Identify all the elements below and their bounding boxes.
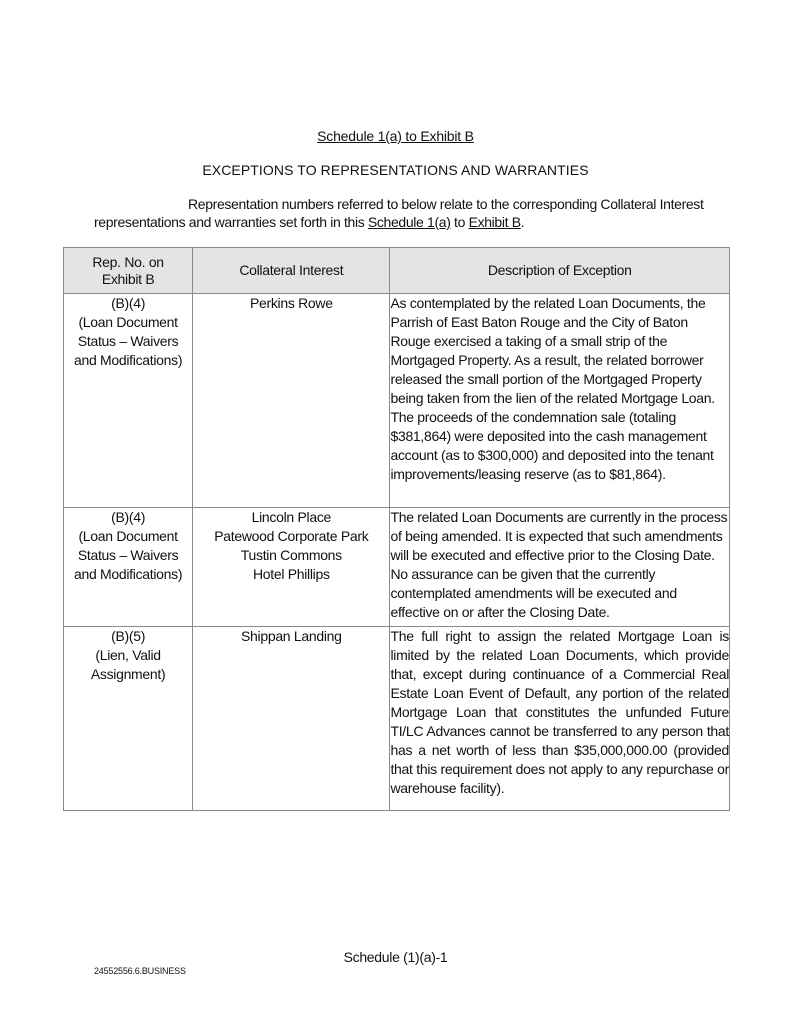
collateral-interest-name: Lincoln Place <box>251 509 332 525</box>
intro-text-part1: Representation numbers referred to below relate to the corresponding Collateral Interest representations and warranties set forth in this <box>94 196 704 230</box>
intro-paragraph <box>94 195 714 231</box>
rep-description: (Lien, Valid Assignment) <box>90 647 166 682</box>
header-rep-no <box>64 248 193 294</box>
collateral-interest-name: Patewood Corporate Park <box>214 528 369 544</box>
header-description: Description of Exception <box>390 248 730 294</box>
header-rep-no-label: Rep. No. on Exhibit B <box>92 253 164 287</box>
description-cell: The related Loan Documents are currently in the process of being amended. It is expected that such amendments will be executed and effective prior to the Closing Date. No assurance can be given that the currently contemplated amendments will be executed and effective on or after the Closing Date. <box>390 508 730 627</box>
rep-no-cell <box>64 627 193 811</box>
table-header-row <box>64 248 730 294</box>
description-cell: The full right to assign the related Mortgage Loan is limited by the related Loan Documents, which provide that, except during continuance of a Commercial Real Estate Loan Event of Default, any portion of the related Mortgage Loan that constitutes the unfunded Future TI/LC Advances cannot be transferred to any person that has a net worth of less than $35,000,000.00 (provided that this requirement does not apply to any repurchase or warehouse facility). <box>390 627 730 811</box>
intro-text-part3: . <box>520 214 525 230</box>
page-number: Schedule (1)(a)-1 <box>343 949 448 965</box>
header-collateral-interest: Collateral Interest <box>193 248 390 294</box>
intro-schedule-reference: Schedule 1(a) <box>367 214 451 230</box>
table-row <box>64 508 730 627</box>
table-row <box>64 294 730 508</box>
collateral-interest-name: Perkins Rowe <box>249 295 333 311</box>
rep-no: (B)(5) <box>111 628 146 644</box>
intro-exhibit-reference: Exhibit B <box>468 214 521 230</box>
document-id: 24552556.6.BUSINESS <box>94 966 186 976</box>
collateral-interest-name: Hotel Phillips <box>252 566 330 582</box>
description-cell: As contemplated by the related Loan Documents, the Parrish of East Baton Rouge and the City of Baton Rouge exercised a taking of a small strip of the Mortgaged Property. As a result, the related borrower released the small portion of the Mortgaged Property being taken from the lien of the related Mortgage Loan. The proceeds of the condemnation sale (totaling $381,864) were deposited into the cash management account (as to $300,000) and deposited into the tenant improvements/leasing reserve (as to $81,864). <box>390 294 730 508</box>
collateral-interest-cell <box>193 294 390 508</box>
intro-text-part2: to <box>450 214 469 230</box>
collateral-interest-name: Shippan Landing <box>241 628 342 644</box>
rep-description: (Loan Document Status – Waivers and Modifications) <box>73 314 183 368</box>
rep-description: (Loan Document Status – Waivers and Modifications) <box>73 528 183 582</box>
schedule-title: Schedule 1(a) to Exhibit B <box>317 128 474 144</box>
table-row <box>64 627 730 811</box>
document-heading: EXCEPTIONS TO REPRESENTATIONS AND WARRANTIES <box>202 162 589 178</box>
rep-no-cell <box>64 294 193 508</box>
exceptions-table <box>63 247 730 811</box>
collateral-interest-cell <box>193 508 390 627</box>
rep-no: (B)(4) <box>111 295 146 311</box>
rep-no: (B)(4) <box>111 509 146 525</box>
collateral-interest-name: Tustin Commons <box>240 547 342 563</box>
collateral-interest-cell <box>193 627 390 811</box>
rep-no-cell <box>64 508 193 627</box>
